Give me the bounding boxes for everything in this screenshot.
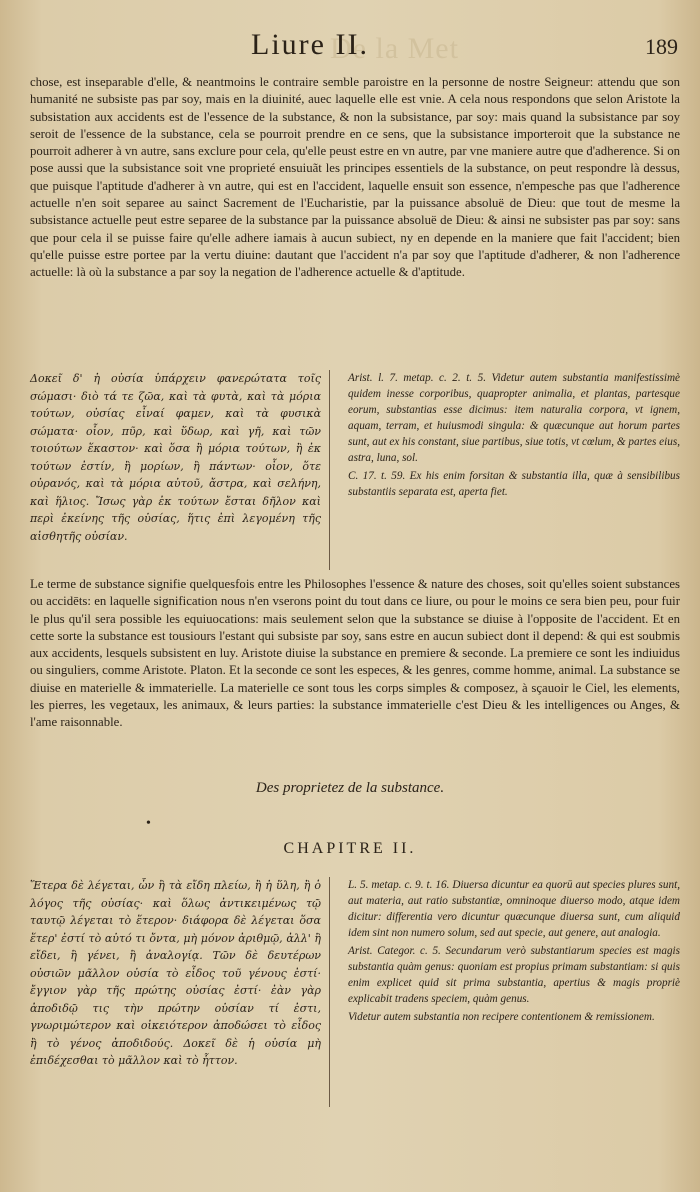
citation-columns-2 [30,877,680,1107]
bleed-through-text: De la Met [330,32,459,65]
main-paragraph-1: chose, est inseparable d'elle, & neantmoins le contraire semble paroistre en la personne de nostre Seigneur: attendu que son humanité ne subsiste pas par soy, mais en la diuinité, auec laquelle elle est vnie. A cela nous respondons que selon Aristote la subsistation aux accidents est de l'essence de la substance, & non la subsistance, par soy: mais quand la subsistance par soy seroit de l'essence de la substance, cela se pourroit prendre en ce sens, que la subsistance importeroit que la substance ne pourroit adherer à vn autre, sans exclure pour cela, qu'elle peust estre en vn autre, par vne maniere autre que d'adherence. Si on pose aussi que la subsistance soit vne proprieté ensuiuãt les principes essentiels de la substance, on peut respondre là dessus, que puisque l'aptitude d'adherer à vn autre, qui est en l'accident, laquelle ensuit son essence, n'empesche pas que l'adherence actuelle n'en soit separee au sainct Sacrement de l'Eucharistie, par la puissance absoluë de Dieu: que tout de mesme la subsistance actuelle peut estre separee de la substance par la puissance absoluë de Dieu: & ainsi ne subsister pas par soy: sans que pour cela il se puisse faire qu'elle adhere iamais à aucun subiect, ny en depende en la maniere que fait l'accident; bien qu'elle puisse estre portee par la vertu diuine: dautant que l'accident n'a par soy que l'aptitude d'adherer, & non l'adherence actuelle: là où la substance a par soy la negation de l'adherence actuelle & d'aptitude. [30,75,680,280]
main-paragraph-2: Le terme de substance signifie quelquesfois entre les Philosophes l'essence & nature des choses, soit qu'elles soient substances ou accidēts: en laquelle signification nous n'en vserons point du tout dans ce liure, ou pour le moins ce sera bien peu, pour fuir le plus qu'il sera possible les equiuocations: mais seulement selon que la substance se diuise à l'opposite de l'accident. Et en cette sorte la substance est tousiours l'estant qui subsiste par soy, sans estre en aucun subiect dont il depend: & qui est soubmis aux accidents, lesquels subsistent en luy. Aristote diuise la substance en premiere & seconde. La premiere ce sont les indiuidus ou singuliers, comme Aristote. Platon. Et la seconde ce sont les especes, & les genres, comme homme, animal. La substance se diuise en materielle & immaterielle. La materielle ce sont tous les corps simples & composez, à sçauoir le Ciel, les elements, les pierres, les vegetaux, les animaux, & leurs parties: la substance immaterielle c'est Dieu & les intelligences ou Anges, & l'ame raisonnable. [30,577,680,730]
marginal-bullet: • [146,816,151,831]
latin-citation-1 [342,370,680,570]
latin-citation-text: L. 5. metap. c. 9. t. 16. Diuersa dicuntur ea quorū aut species plures sunt, aut materia, aut ratio substantiæ, omninoque diuerso modo, atque idem dicitur: differentia vero dicuntur quæcunque diuersa sunt, cum aliquid idem sint non numero solum, sed aut specie, aut genere, aut analogia. [348,879,680,939]
greek-citation-text: Ἕτερα δὲ λέγεται, ὧν ἢ τὰ εἴδη πλείω, ἢ ἡ ὕλη, ἢ ὁ λόγος τῆς οὐσίας· καὶ ὅλως ἀντικειμένως τῷ ταυτῷ λέγεται τὸ ἕτερον· διάφορα δὲ λέγεται ὅσα ἕτερ' ἐστί τὸ αὐτό τι ὄντα, μὴ μόνον ἀριθμῷ, ἀλλ' ἢ εἴδει, ἢ γένει, ἢ ἀναλογίᾳ. Τῶν δὲ δευτέρων οὐσιῶν μᾶλλον οὐσία τὸ εἶδος τοῦ γένους ἐστί· ἔγγιον γὰρ τῆς πρώτης οὐσίας ἐστί· ἐὰν γὰρ ἀποδιδῷ τις τὴν πρώτην οὐσίαν τί ἐστι, γνωριμώτερον καὶ οἰκειότερον ἀποδώσει τὸ εἶδος ἢ τὸ γένος ἀποδιδούς. Δοκεῖ δὲ ἡ οὐσία μὴ ἐπιδέχεσθαι τὸ μᾶλλον καὶ τὸ ἧττον. [30,879,321,1067]
latin-citation-text: C. 17. t. 59. Ex his enim forsitan & substantia illa, quæ à sensibilibus substantiis separata est, aperta fiet. [348,470,680,498]
greek-citation-1 [30,370,330,570]
running-title: Liure II. [251,28,369,61]
latin-citation-text: Arist. Categor. c. 5. Secundarum verò substantiarum species est magis substantia quàm genus: quoniam est propius primam substantiam: si quis enim explicet quid sit prima substantia, apertius & magis propriè explicabit tradens speciem, quàm genus. [348,945,680,1005]
section-heading: Des proprietez de la substance. [255,780,445,796]
latin-citation-text: Videtur autem substantia non recipere contentionem & remissionem. [348,1011,655,1023]
latin-citation-text: Arist. l. 7. metap. c. 2. t. 5. Videtur autem substantia manifestissimè quidem inesse corporibus, quapropter animalia, et plantas, partesque eorum, substantias esse dicimus: item naturalia corpora, vt ignem, aquam, terram, et huiusmodi singula: & quæcunque aut horum partes sunt, aut ex his constant, siue partibus, siue totis, vt cœlum, & partes eius, astra, luna, sol. [348,372,680,464]
greek-citation-2 [30,877,330,1107]
latin-citation-2 [342,877,680,1107]
page-number: 189 [645,34,678,59]
citation-columns-1 [30,370,680,570]
page-header [0,28,700,68]
chapter-heading: CHAPITRE II. [283,840,417,857]
greek-citation-text: Δοκεῖ δ' ἡ οὐσία ὑπάρχειν φανερώτατα τοῖς σώμασι· διὸ τά τε ζῶα, καὶ τὰ φυτὰ, καὶ τὰ μόρια τούτων, οὐσίας εἶναί φαμεν, καὶ τὰ φυσικὰ σώματα· οἷον, πῦρ, καὶ ὕδωρ, καὶ γῆ, καὶ τῶν τοιούτων ἕκαστον· καὶ ὅσα ἢ μόρια τούτων, ἢ ἐκ τούτων ἐστίν, ἢ μορίων, ἢ πάντων· οἷον, ὅτε οὐρανός, καὶ τὰ μόρια αὐτοῦ, ἄστρα, καὶ σελήνη, καὶ ἥλιος. Ἴσως γὰρ ἐκ τούτων ἔσται δῆλον καὶ περὶ ἐκείνης τῆς οὐσίας, ἥτις ἐπὶ λεγομένη τῆς αἰσθητῆς οὐσίαν. [30,372,321,543]
